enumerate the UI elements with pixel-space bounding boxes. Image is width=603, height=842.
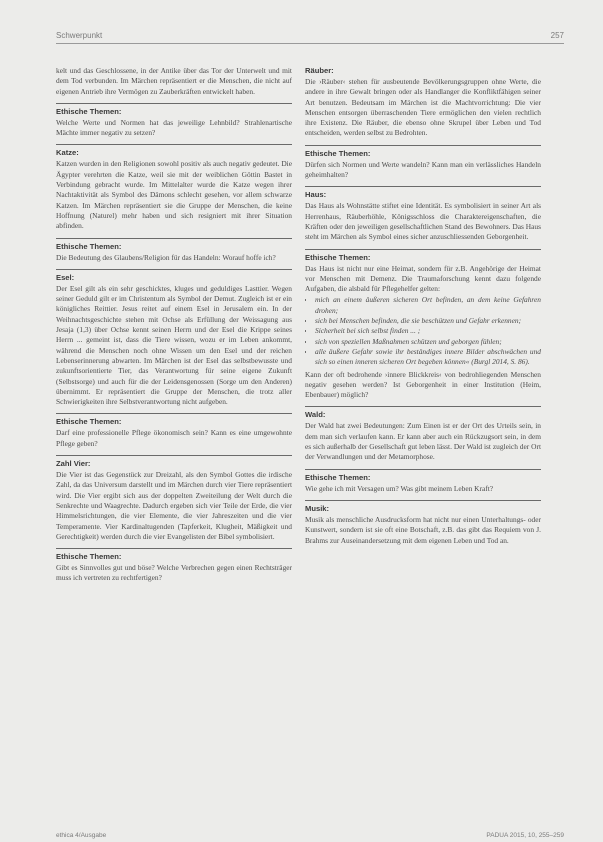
trauma-list <box>305 295 541 367</box>
running-header <box>56 29 564 44</box>
page-footer <box>56 832 564 841</box>
section-heading: Räuber: <box>305 66 334 75</box>
section-text: Das Haus ist nicht nur eine Heimat, sondern für z.B. Angehörige der Heimat vor Menschen mit Demenz. Die Traumaforschung kennt dazu folgende Aufgaben, die alsbald für Pflegehelfer gelten: <box>305 263 541 294</box>
section-text: Die Bedeutung des Glaubens/Religion für das Handeln: Worauf hoffe ich? <box>56 252 276 262</box>
section-heading: Katze: <box>56 148 79 158</box>
section-zahl-vier <box>56 455 292 542</box>
section-text: Die Vier ist das Gegenstück zur Dreizahl, als den Symbol Gottes die irdische Zahl, da das Universum darstellt und im Märchen durch vier Tiere repräsentiert wird. Die Vier ergibt sich aus der doppelten Zweiteilung der Welt durch die Senkrechte und Waagrechte. Dadurch ergeben sich vier Teile der Erde, die vier Himmelsrichtungen, die vier Elemente, die vier Jahreszeiten und die vier Temperamente. Vier Kardinaltugenden (Tapferkeit, Klugheit, Mäßigkeit und Gerechtigkeit) werden durch die vier Evangelisten der Bibel symbolisiert. <box>56 470 292 541</box>
section-ethik-7 <box>305 469 541 494</box>
section-text: Musik als menschliche Ausdrucksform hat nicht nur einen Unterhaltungs- oder Kunstwert, sondern ist sie oft eine Botschaft, z.B. das gibt das Requiem von J. Brahms zur Auseinandersetzung mit dem eigenen Leben und Tod an. <box>305 514 541 545</box>
section-esel <box>56 269 292 408</box>
right-column <box>305 66 541 826</box>
section-text: Der Wald hat zwei Bedeutungen: Zum Einen ist er der Ort des Urteils sein, in dem man sich verlaufen kann. Er kann aber auch ein Rückzugsort sein, in dem es sich außerhalb der Gesellschaft gut leben lässt. Der Wald ist zugleich der Ort der Verwandlungen und der Metamorphose. <box>305 421 541 462</box>
section-heading: Ethische Themen: <box>56 552 122 562</box>
section-ethik-3 <box>56 413 292 449</box>
list-item: • sich bei Menschen befinden, die sie beschützen und Gefahr erkennen; <box>315 316 541 326</box>
section-text: Das Haus als Wohnstätte stiftet eine Identität. Es symbolisiert in seiner Art als Herrenhaus, Räuberhöhle, Königsschloss die Charaktereigenschaften, die Kräften oder den jeweiligen gesellschaftlichen Stand des Bewohners. Das Haus steht im Märchen als Symbol eines sicher anzuschliessenden Geborgenheit. <box>305 201 541 242</box>
section-musik <box>305 500 541 546</box>
section-ethik-1 <box>56 103 292 139</box>
section-text: Dürfen sich Normen und Werte wandeln? Kann man ein verlässliches Handeln geheimhalten? <box>305 159 541 180</box>
section-ethik-5 <box>305 145 541 181</box>
section-wald <box>305 406 541 462</box>
section-heading: Haus: <box>305 190 327 200</box>
section-ethik-2 <box>56 238 292 263</box>
header-journal-section: Schwerpunkt <box>56 31 103 40</box>
section-heading: Wald: <box>305 410 326 420</box>
section-raeuber <box>305 66 541 139</box>
section-text-after: Kann der oft bedrohende ›innere Blickkreis‹ von bedrohliegenden Menschen negativ gesehen werden? Ist Geborgenheit in einer Institution (Heim, Ebenbauer) möglich? <box>305 369 541 400</box>
section-heading: Ethische Themen: <box>305 252 371 262</box>
section-heading: Ethische Themen: <box>305 148 371 158</box>
intro-text: kelt und das Geschlossene, in der Antike über das Tor der Unterwelt und mit dem Tod verbunden. Im Märchen repräsentiert er die Menschen, die nicht auf eigenen Antrieb ihre Vermögen zu Zauberkräften entwickelt haben. <box>56 66 292 96</box>
section-heading: Zahl Vier: <box>56 459 91 469</box>
section-text: Katzen wurden in den Religionen sowohl positiv als auch negativ gedeutet. Die Ägypter verehrten die Katze, weil sie mit der weiblichen Göttin Bastet in Verbindung gebracht wurde. Im Mittelalter wurde die Katze wegen ihrer Nachtaktivität als Symbol des Dämons schlecht gesehen, vor allem schwarze Katzen. Im Märchen repräsentiert sie die Gruppe der Menschen, die keine Hoffnung (Naturel) mehr haben und sich resigniert mit ihrer Situation abfinden. <box>56 159 292 231</box>
list-item: • mich an einem äußeren sicheren Ort befinden, an dem keine Gefahren drohen; <box>315 295 541 316</box>
section-heading: Musik: <box>305 503 330 513</box>
list-item: • Sicherheit bei sich selbst finden ... ; <box>315 326 541 336</box>
section-text: Welche Werte und Normen hat das jeweilige Lehnbild? Strahlenartische Mächte immer negativ zu setzen? <box>56 117 292 138</box>
section-ethik-4 <box>56 548 292 584</box>
section-heading: Ethische Themen: <box>305 472 371 482</box>
section-ethik-6 <box>305 249 541 401</box>
intro-paragraph <box>56 66 292 97</box>
section-haus <box>305 186 541 242</box>
section-heading: Ethische Themen: <box>56 241 122 251</box>
section-text: Wie gehe ich mit Versagen um? Was gibt meinem Leben Kraft? <box>305 483 494 493</box>
section-text: Gibt es Sinnvolles gut und böse? Welche Verbrechen gegen einen Rechtsträger muss ich vertreten zu rechtfertigen? <box>56 563 292 583</box>
list-item: • alle äußere Gefahr sowie ihr beständiges innere Bilder abschwächen und sich so einen inneren sicheren Ort begeben können« (Burgl 2014, S. 86). <box>315 347 541 368</box>
left-column <box>56 66 292 826</box>
section-heading: Ethische Themen: <box>56 417 122 427</box>
page-number: 257 <box>550 31 564 40</box>
section-text: Der Esel gilt als ein sehr geschicktes, kluges und geduldiges Lasttier. Wegen seiner Geduld gilt er im Christentum als Symbol der Demut. Zugleich ist er ein königliches Reittier. Jesus reitet auf einem Esel in Jerusalem ein. In der Weihnachtsgeschichte stehen mit Ochse als Erfüllung der Weissagung aus Jesaja (1,3) über Ochse kennt seinen Herrn und der Esel die Krippe seines Herrn ... gemeint ist, dass die Tiere wissen, wozu er im Leben ankommt, während die Menschen noch ohne Wissen um den Esel und der reichen Lebenserinnerung abwarten. Im Märchen ist der Esel das selbstbewusste und zukunftsorientierte Tier, das Verantwortung für seine eigene Zukunft (Selbstsorge) und auch für die der Leidensgenossen (Sorge um den Anderen) übernimmt. Er repräsentiert die Gruppe der Menschen, die trotz aller Schwierigkeiten ihre Selbstverantwortung nicht aufgeben. <box>56 283 292 407</box>
footer-left: ethica 4/Ausgabe <box>56 832 107 839</box>
section-heading: Esel: <box>56 272 75 282</box>
section-heading: Ethische Themen: <box>56 106 122 116</box>
footer-citation: PADUA 2015, 10, 255–259 <box>486 832 564 839</box>
section-text: Darf eine professionelle Pflege ökonomisch sein? Kann es eine umgewohnte Pflege geben? <box>56 428 292 448</box>
list-item: • sich von speziellen Maßnahmen schützen und geborgen fühlen; <box>315 337 541 347</box>
section-katze <box>56 144 292 231</box>
section-text: Die ›Räuber‹ stehen für ausbeutende Bevölkerungsgruppen ohne Werte, die andere in ihre Gewalt bringen oder als Handlanger die Konfliktfähigen seiner Art benutzen. Bedeutsam im Märchen ist die Machtvorrichtung: Die vier Menschen entsorgen überraschenden Tiere ermöglichen den vielen rechtlich ihre Existenz. Die Räuber, die ebenso ohne Skrupel über Leben und Tod entscheiden, werden selbst zu Bedrohten. <box>305 77 541 138</box>
